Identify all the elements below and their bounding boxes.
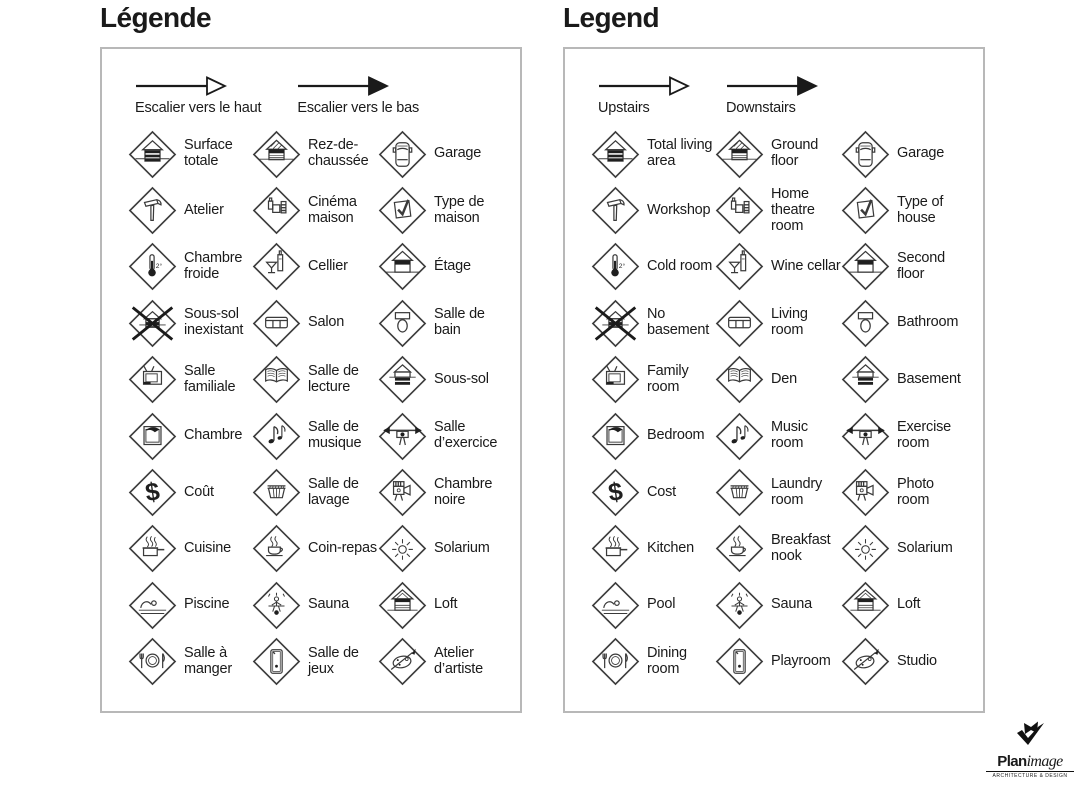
page-title-french: Légende (100, 2, 211, 33)
legend-item-living-room (252, 299, 378, 348)
legend-item-no-basement (591, 299, 715, 348)
legend-item-garage (841, 130, 991, 179)
cold-room-icon (128, 242, 177, 291)
bathroom-icon (841, 299, 890, 348)
legend-item-label: Family room (647, 362, 689, 395)
legend-item-label: Type de maison (434, 193, 485, 226)
legend-item-den (252, 355, 378, 404)
legend-item-label: No basement (647, 306, 710, 339)
legend-item-studio (378, 637, 528, 686)
legend-item-second-floor (378, 242, 528, 291)
exercise-room-icon (378, 412, 427, 461)
legend-item-label: Wine cellar (771, 258, 841, 274)
den-icon (715, 355, 764, 404)
legend-item-label: Salle à manger (184, 644, 232, 677)
legend-item-solarium (378, 524, 528, 573)
legend-item-label: Cellier (308, 258, 348, 274)
legend-item-loft (378, 581, 528, 630)
breakfast-nook-icon (715, 524, 764, 573)
legend-item-label: Cost (647, 483, 677, 500)
cold-room-icon (591, 242, 640, 291)
studio-icon (378, 637, 427, 686)
legend-item-breakfast-nook (715, 524, 841, 573)
legend-item-living-room (715, 299, 841, 348)
legend-item-total-living-area (128, 130, 252, 179)
legend-item-label: Playroom (771, 652, 831, 669)
legend-item-laundry-room (715, 468, 841, 517)
second-floor-icon (841, 242, 890, 291)
wine-cellar-icon (715, 242, 764, 291)
kitchen-icon (591, 524, 640, 573)
stairs-down-label: Escalier vers le bas (297, 100, 420, 116)
family-room-icon (591, 355, 640, 404)
exercise-room-icon (841, 412, 890, 461)
legend-item-label: Cinéma maison (308, 193, 357, 226)
legend-item-label: Coin-repas (308, 539, 377, 556)
legend-item-ground-floor (252, 130, 378, 179)
cost-icon (128, 468, 177, 517)
legend-item-label: Basement (897, 370, 961, 387)
legend-grid (102, 126, 520, 690)
legend-item-dining-room (591, 637, 715, 686)
photo-room-icon (378, 468, 427, 517)
den-icon (252, 355, 301, 404)
legend-item-label: Type of house (897, 193, 944, 226)
legend-item-label: Salle de musique (308, 419, 362, 452)
legend-item-workshop (591, 186, 715, 235)
breakfast-nook-icon (252, 524, 301, 573)
legend-item-label: Dining room (647, 644, 687, 677)
solarium-icon (378, 524, 427, 573)
no-basement-icon (591, 299, 640, 348)
legend-item-label: Atelier d’artiste (434, 644, 483, 677)
laundry-room-icon (715, 468, 764, 517)
stairs-down-label: Downstairs (726, 100, 796, 116)
dining-room-icon (591, 637, 640, 686)
garage-icon (841, 130, 890, 179)
bathroom-icon (378, 299, 427, 348)
pool-icon (128, 581, 177, 630)
legend-item-family-room (591, 355, 715, 404)
playroom-icon (252, 637, 301, 686)
legend-item-label: Salle d’exercice (434, 419, 498, 452)
legend-item-photo-room (841, 468, 991, 517)
legend-item-kitchen (128, 524, 252, 573)
music-room-icon (715, 412, 764, 461)
living-room-icon (715, 299, 764, 348)
legend-item-label: Den (771, 370, 797, 387)
legend-item-no-basement (128, 299, 252, 348)
legend-item-basement (378, 355, 528, 404)
legend-item-wine-cellar (252, 242, 378, 291)
legend-item-label: Music room (771, 419, 808, 452)
legend-item-label: Second floor (897, 250, 945, 282)
planimage-logo (986, 720, 1074, 779)
legend-item-label: Sous-sol (434, 370, 489, 387)
legend-item-label: Salle familiale (184, 362, 236, 395)
dining-room-icon (128, 637, 177, 686)
legend-item-basement (841, 355, 991, 404)
legend-item-label: Loft (897, 596, 921, 613)
legend-item-bedroom (591, 412, 715, 461)
second-floor-icon (378, 242, 427, 291)
legend-panel-french (100, 47, 522, 713)
legend-item-label: Breakfast nook (771, 531, 831, 564)
basement-icon (841, 355, 890, 404)
garage-icon (378, 130, 427, 179)
legend-item-label: Sous-sol inexistant (184, 306, 244, 339)
stairs-down-entry (726, 75, 818, 116)
legend-item-workshop (128, 186, 252, 235)
planimage-logo-icon (1009, 720, 1051, 750)
workshop-icon (591, 186, 640, 235)
legend-item-loft (841, 581, 991, 630)
legend-item-bedroom (128, 412, 252, 461)
stairs-up-entry (598, 75, 690, 116)
logo-brand-italic: image (1026, 753, 1063, 770)
stair-arrows (102, 49, 520, 116)
laundry-room-icon (252, 468, 301, 517)
legend-item-sauna (715, 581, 841, 630)
legend-item-label: Piscine (184, 596, 230, 613)
legend-item-label: Atelier (184, 201, 224, 218)
home-theatre-icon (252, 186, 301, 235)
legend-item-breakfast-nook (252, 524, 378, 573)
legend-item-photo-room (378, 468, 528, 517)
legend-item-playroom (715, 637, 841, 686)
legend-item-solarium (841, 524, 991, 573)
legend-item-house-type (841, 186, 991, 235)
legend-item-label: Coût (184, 483, 214, 500)
home-theatre-icon (715, 186, 764, 235)
legend-item-label: Chambre noire (434, 475, 493, 508)
legend-item-label: Garage (897, 145, 945, 162)
music-room-icon (252, 412, 301, 461)
loft-icon (378, 581, 427, 630)
legend-item-label: Garage (434, 145, 482, 162)
legend-item-family-room (128, 355, 252, 404)
bedroom-icon (591, 412, 640, 461)
legend-item-label: Chambre froide (184, 250, 243, 282)
legend-item-music-room (252, 412, 378, 461)
stairs-up-arrow-icon (135, 75, 227, 97)
legend-item-kitchen (591, 524, 715, 573)
legend-item-label: Salle de lavage (308, 475, 359, 508)
legend-item-label: Photo room (897, 475, 934, 508)
legend-item-garage (378, 130, 528, 179)
legend-item-label: Rez-de-chaussée (308, 137, 369, 170)
legend-item-exercise-room (841, 412, 991, 461)
legend-item-exercise-room (378, 412, 528, 461)
legend-item-label: Surface totale (184, 137, 233, 170)
legend-item-pool (591, 581, 715, 630)
legend-item-label: Kitchen (647, 539, 694, 556)
legend-item-cold-room (591, 242, 715, 291)
legend-item-house-type (378, 186, 528, 235)
legend-item-sauna (252, 581, 378, 630)
legend-item-music-room (715, 412, 841, 461)
legend-item-label: Pool (647, 596, 676, 613)
studio-icon (841, 637, 890, 686)
page-title-english: Legend (563, 2, 659, 33)
living-room-icon (252, 299, 301, 348)
legend-item-label: Exercise room (897, 419, 951, 452)
legend-item-second-floor (841, 242, 991, 291)
legend-item-studio (841, 637, 991, 686)
legend-item-home-theatre (252, 186, 378, 235)
legend-item-label: Sauna (308, 596, 349, 613)
total-living-area-icon (128, 130, 177, 179)
logo-tagline: ARCHITECTURE & DESIGN (992, 773, 1068, 779)
legend-item-cost (128, 468, 252, 517)
legend-item-dining-room (128, 637, 252, 686)
legend-item-cost (591, 468, 715, 517)
sauna-icon (252, 581, 301, 630)
legend-item-label: Cuisine (184, 539, 231, 556)
stairs-down-arrow-icon (297, 75, 389, 97)
legend-item-total-living-area (591, 130, 715, 179)
logo-brand (986, 753, 1074, 772)
house-type-icon (841, 186, 890, 235)
legend-item-label: Total living area (647, 137, 713, 170)
legend-item-home-theatre (715, 186, 841, 235)
legend-item-ground-floor (715, 130, 841, 179)
stairs-up-entry (135, 75, 261, 116)
stair-arrows (565, 49, 983, 116)
stairs-down-arrow-icon (726, 75, 818, 97)
legend-item-bathroom (841, 299, 991, 348)
total-living-area-icon (591, 130, 640, 179)
legend-item-label: Bedroom (647, 427, 705, 444)
legend-item-label: Workshop (647, 201, 711, 218)
legend-grid (565, 126, 983, 690)
legend-item-label: Salon (308, 314, 345, 331)
no-basement-icon (128, 299, 177, 348)
legend-panel-english (563, 47, 985, 713)
basement-icon (378, 355, 427, 404)
legend-item-laundry-room (252, 468, 378, 517)
legend-item-label: Ground floor (771, 137, 819, 170)
legend-item-label: Salle de jeux (308, 644, 359, 677)
cost-icon (591, 468, 640, 517)
legend-item-label: Solarium (897, 539, 953, 556)
legend-item-cold-room (128, 242, 252, 291)
kitchen-icon (128, 524, 177, 573)
legend-item-label: Laundry room (771, 475, 822, 508)
legend-item-label: Living room (771, 306, 808, 339)
stairs-up-label: Escalier vers le haut (135, 100, 262, 116)
stairs-up-arrow-icon (598, 75, 690, 97)
legend-item-label: Home theatre room (771, 185, 815, 234)
legend-item-label: Salle de lecture (308, 362, 359, 395)
legend-item-pool (128, 581, 252, 630)
legend-item-den (715, 355, 841, 404)
legend-item-label: Studio (897, 652, 937, 669)
legend-item-label: Sauna (771, 596, 812, 613)
legend-item-label: Solarium (434, 539, 490, 556)
ground-floor-icon (715, 130, 764, 179)
pool-icon (591, 581, 640, 630)
legend-item-label: Cold room (647, 258, 713, 274)
legend-item-label: Loft (434, 596, 458, 613)
legend-item-label: Salle de bain (434, 306, 485, 339)
playroom-icon (715, 637, 764, 686)
house-type-icon (378, 186, 427, 235)
family-room-icon (128, 355, 177, 404)
legend-item-playroom (252, 637, 378, 686)
logo-brand-bold: Plan (997, 753, 1027, 770)
wine-cellar-icon (252, 242, 301, 291)
stairs-up-label: Upstairs (598, 100, 650, 116)
legend-item-wine-cellar (715, 242, 841, 291)
ground-floor-icon (252, 130, 301, 179)
stairs-down-entry (297, 75, 419, 116)
legend-item-label: Bathroom (897, 314, 959, 331)
legend-item-label: Chambre (184, 427, 243, 444)
legend-item-label: Étage (434, 258, 471, 274)
loft-icon (841, 581, 890, 630)
photo-room-icon (841, 468, 890, 517)
legend-item-bathroom (378, 299, 528, 348)
bedroom-icon (128, 412, 177, 461)
sauna-icon (715, 581, 764, 630)
solarium-icon (841, 524, 890, 573)
workshop-icon (128, 186, 177, 235)
